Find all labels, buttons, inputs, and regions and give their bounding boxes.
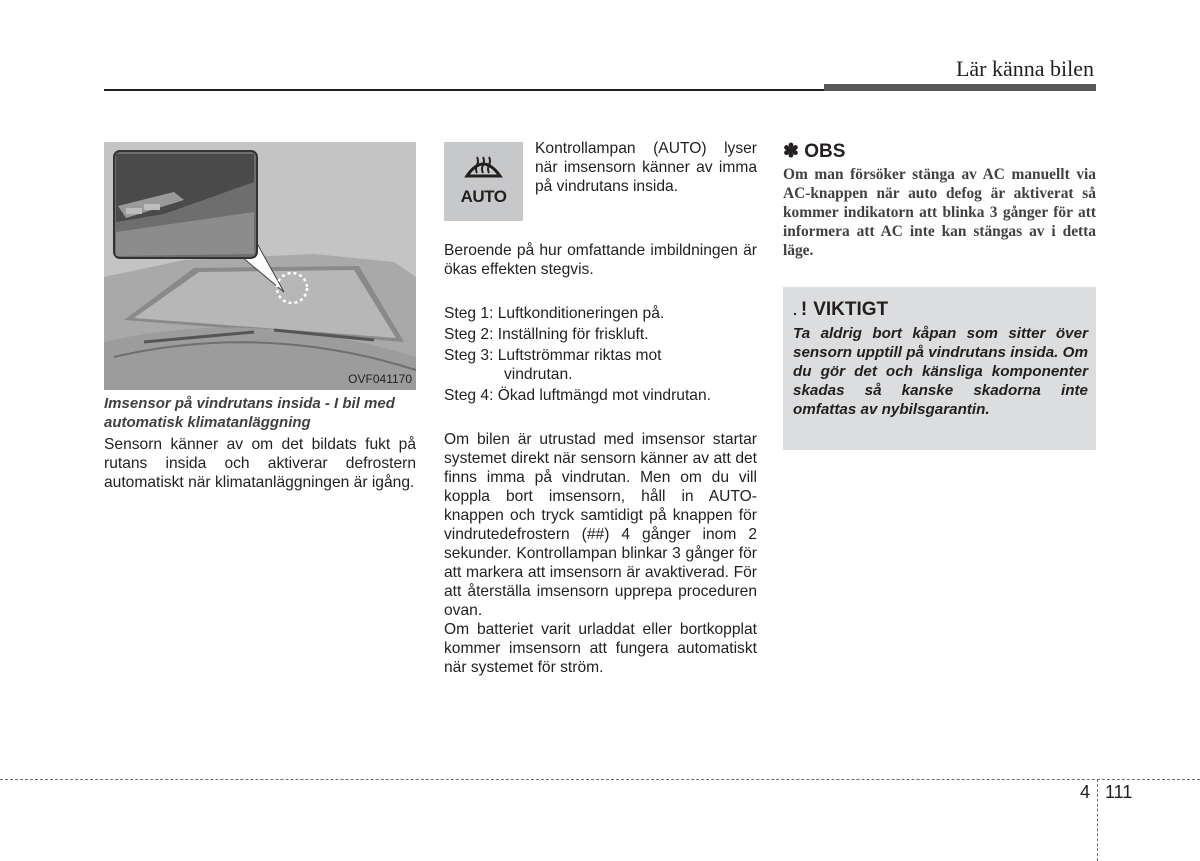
image-code: OVF041170 — [348, 372, 412, 386]
footer-dashed-divider — [1097, 779, 1098, 861]
sensor-paragraph: Sensorn känner av om det bildats fukt på rutans insida och aktiverar defrostern automatiskt när klimatanläggningen är igång. — [104, 436, 416, 491]
step-3-continued: vindrutan. — [504, 366, 573, 383]
steps-list — [444, 304, 757, 407]
auto-label: AUTO — [460, 187, 507, 206]
viktigt-text: Ta aldrig bort kåpan som sitter över sensorn upptill på vindrutans insida. Om du gör det och känsliga komponenter skadas så kanske skadorna inte omfattas av nybilsgarantin. — [793, 325, 1088, 418]
battery-paragraph: Om batteriet varit urladdat eller bortkopplat kommer imsensorn att fungera automatiskt när systemet för ström. — [444, 621, 757, 676]
disable-sensor-paragraph — [444, 430, 757, 677]
stepwise-paragraph: Beroende på hur omfattande imbildningen är ökas effekten stegvis. — [444, 242, 757, 278]
step-4: Steg 4: Ökad luftmängd mot vindrutan. — [444, 387, 711, 404]
header-rule — [104, 89, 824, 91]
defrost-auto-icon — [444, 142, 523, 221]
footer-dashed-rule — [0, 779, 1200, 780]
obs-heading: ✽ OBS — [783, 141, 846, 162]
viktigt-title: VIKTIGT — [813, 299, 889, 320]
chapter-number: 4 — [1080, 782, 1091, 802]
page-header-title: Lär känna bilen — [955, 56, 1094, 81]
disable-sensor-text: Om bilen är utrustad med imsensor startar systemet direkt när sensorn känner av att det finns imma på vindrutan. Men om du vill koppla bort imsensorn, håll in AUTO-knappen och tryck samtidigt på knappen för vindrutedefrostern (##) 4 gånger inom 2 sekunder. Kontrollampan blinkar 3 gånger för att markera att imsensorn är avaktiverad. För att återställa imsensorn upprepa proceduren ovan. — [444, 431, 757, 619]
obs-note: Om man försöker stänga av AC manuellt via AC-knappen när auto defog är aktiverat så kommer indikatorn att blinka 3 gånger för att informera att AC inte kan stängas av i detta läge. — [783, 166, 1096, 259]
warning-icon: . — [793, 302, 797, 318]
viktigt-heading — [793, 299, 888, 321]
header-rule-accent — [824, 84, 1096, 91]
exclamation-icon: ! — [800, 299, 808, 320]
figure-caption: Imsensor på vindrutans insida - I bil med automatisk klimatanläggning — [104, 395, 395, 431]
indicator-description: Kontrollampan (AUTO) lyser när imsensorn känner av imma på vindrutans insida. — [535, 140, 757, 195]
windshield-sensor-illustration — [104, 142, 416, 390]
viktigt-warning-box — [783, 287, 1096, 450]
step-2: Steg 2: Inställning för friskluft. — [444, 326, 649, 343]
step-3: Steg 3: Luftströmmar riktas mot — [444, 347, 662, 364]
page-number: 111 — [1105, 782, 1133, 802]
step-1: Steg 1: Luftkonditioneringen på. — [444, 305, 665, 322]
